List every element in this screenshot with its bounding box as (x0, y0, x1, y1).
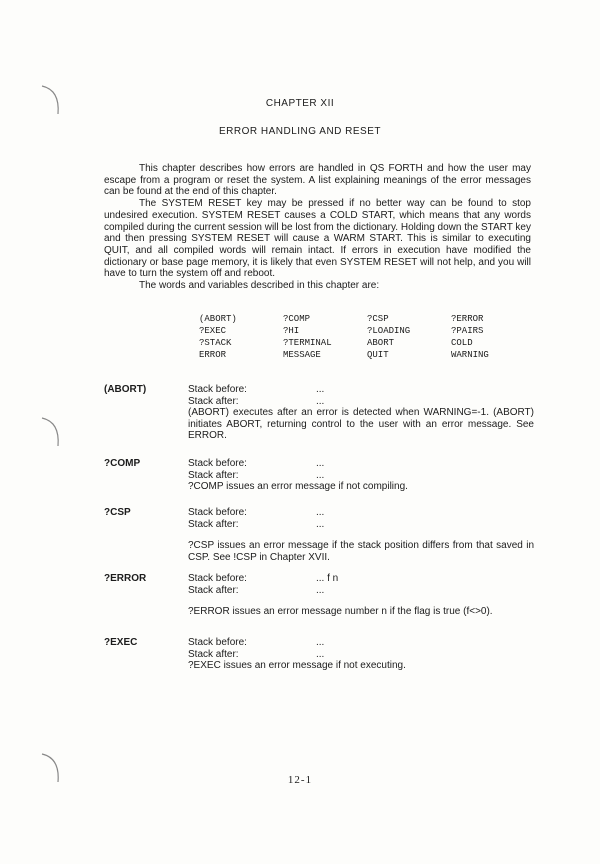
punch-hole-mark-middle (38, 412, 64, 452)
entry-body (188, 507, 534, 563)
stack-before-label: Stack before: (188, 507, 247, 518)
entry-description: ?EXEC issues an error message if not executing. (188, 660, 406, 672)
intro-paragraph: The SYSTEM RESET key may be pressed if no better way can be found to stop undesired execution. SYSTEM RESET causes a COLD START, which means that any words compiled during the current session will be lost from the dictionary. Holding down the START key and then pressing SYSTEM RESET will cause a WARM START. This is similar to executing QUIT, and all compiled words will remain intact. If errors in execution have modified the dictionary or base page memory, it is likely that even SYSTEM RESET will not help, and you will have to turn the system off and reboot. (104, 198, 531, 280)
word-list-item: MESSAGE (283, 350, 321, 360)
stack-after-line (188, 519, 534, 531)
stack-after-line (188, 396, 534, 408)
word-list-item: ?STACK (199, 338, 232, 348)
entry-body (188, 637, 534, 672)
entry-description: (ABORT) executes after an error is detected when WARNING=-1. (ABORT) initiates ABORT, returning control to the user with an error message. See ERROR. (188, 407, 534, 442)
word-list-item: ABORT (367, 338, 395, 348)
word-list-item: ?ERROR (451, 314, 484, 324)
stack-before-value: ... (316, 384, 325, 395)
stack-before-line (188, 507, 534, 519)
word-list-item: ?PAIRS (451, 326, 484, 336)
stack-after-label: Stack after: (188, 469, 239, 481)
word-list-item: ERROR (199, 350, 227, 360)
entry-word: ?COMP (104, 458, 141, 469)
chapter-heading: CHAPTER XII (265, 98, 335, 109)
word-list-item: ?HI (283, 326, 300, 336)
entry-body (188, 458, 534, 493)
word-list-item: ?CSP (367, 314, 389, 324)
word-list (199, 313, 535, 361)
word-list-item: WARNING (451, 350, 489, 360)
word-list-item: ?COMP (283, 314, 311, 324)
entry-word: ?EXEC (104, 637, 138, 648)
stack-after-label: Stack after: (188, 518, 239, 530)
intro-text (104, 163, 531, 292)
word-list-item: ?TERMINAL (283, 338, 332, 348)
intro-paragraph: This chapter describes how errors are handled in QS FORTH and how the user may escape from a program or reset the system. A list explaining meanings of the error messages can be found at the end of this chapter. (104, 163, 531, 198)
page-number: 12-1 (287, 774, 313, 786)
stack-before-line (188, 458, 534, 470)
stack-before-label: Stack before: (188, 458, 247, 469)
stack-after-value: ... (316, 518, 325, 530)
entry-word: (ABORT) (104, 384, 147, 395)
stack-before-label: Stack before: (188, 637, 247, 648)
entry-description: ?CSP issues an error message if the stack position differs from that saved in CSP. See !CSP in Chapter XVII. (188, 540, 534, 563)
stack-after-label: Stack after: (188, 648, 239, 660)
stack-after-line (188, 470, 534, 482)
word-list-item: (ABORT) (199, 314, 237, 324)
chapter-title: ERROR HANDLING AND RESET (218, 126, 382, 137)
stack-before-line (188, 384, 534, 396)
stack-after-line (188, 649, 534, 661)
word-list-item: QUIT (367, 350, 389, 360)
intro-paragraph: The words and variables described in this chapter are: (139, 280, 380, 292)
stack-before-line (188, 573, 534, 585)
stack-before-label: Stack before: (188, 384, 247, 395)
word-list-item: COLD (451, 338, 473, 348)
entry-description: ?ERROR issues an error message number n if the flag is true (f<>0). (188, 606, 493, 618)
stack-before-value: ... (316, 637, 325, 648)
entry-body (188, 384, 534, 442)
stack-before-line (188, 637, 534, 649)
entry-word: ?ERROR (104, 573, 147, 584)
stack-after-value: ... (316, 395, 325, 407)
stack-before-label: Stack before: (188, 573, 247, 584)
word-list-item: ?EXEC (199, 326, 227, 336)
stack-after-value: ... (316, 584, 325, 596)
entry-word: ?CSP (104, 507, 131, 518)
stack-after-label: Stack after: (188, 395, 239, 407)
entry-body (188, 573, 534, 618)
stack-before-value: ... f n (316, 573, 339, 584)
stack-after-value: ... (316, 648, 325, 660)
stack-after-value: ... (316, 469, 325, 481)
stack-before-value: ... (316, 458, 325, 469)
stack-before-value: ... (316, 507, 325, 518)
word-list-item: ?LOADING (367, 326, 411, 336)
stack-after-label: Stack after: (188, 584, 239, 596)
stack-after-line (188, 585, 534, 597)
entry-description: ?COMP issues an error message if not compiling. (188, 481, 408, 493)
